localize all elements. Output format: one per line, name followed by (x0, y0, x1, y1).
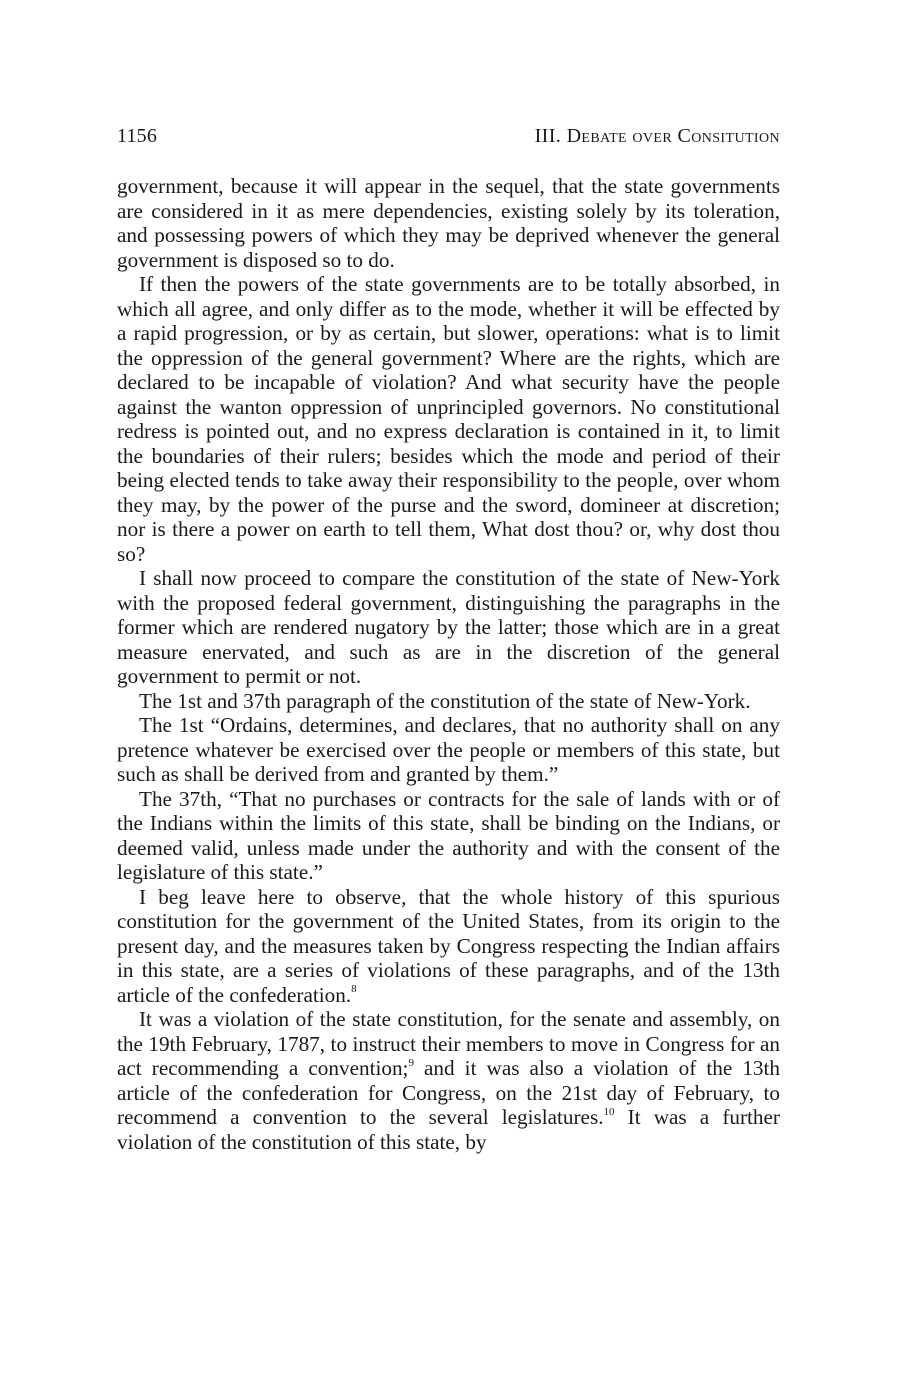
paragraph-text: I beg leave here to observe, that the whole history of this spurious constitution for the government of the United States, from its origin to the present day, and the measures taken by Congress respecting the Indian affairs in this state, are a series of violations of these paragraphs, and of the 13th article of the confederation. (117, 884, 780, 1007)
paragraph-text: I shall now proceed to compare the constitution of the state of New-York with the proposed federal government, distinguishing the paragraphs in the former which are rendered nugatory by the latter; those which are in a great measure enervated, and such as are in the discretion of the general government to permit or not. (117, 566, 780, 688)
paragraph-text: and it was also a violation of the 13th article of the confederation for Congress, on the 21st day of February, to recommend a convention to the several legislatures. (117, 1056, 780, 1129)
paragraph (117, 885, 780, 1008)
paragraph-text: It was a violation of the state constitution, for the senate and assembly, on the 19th February, 1787, to instruct their members to move in Congress for an act recommending a convention; (117, 1007, 780, 1080)
body-text (117, 174, 780, 1154)
paragraph (117, 1007, 780, 1154)
paragraph (117, 787, 780, 885)
paragraph-text: The 1st “Ordains, determines, and declares, that no authority shall on any pretence whatever be exercised over the people or members of this state, but such as shall be derived from and granted by them.” (117, 713, 780, 786)
paragraph-text: It was a further violation of the constitution of this state, by (117, 1105, 780, 1154)
paragraph (117, 689, 780, 714)
paragraph (117, 174, 780, 272)
paragraph (117, 272, 780, 566)
paragraph (117, 713, 780, 787)
paragraph-text: If then the powers of the state governments are to be totally absorbed, in which all agree, and only differ as to the mode, whether it will be effected by a rapid progression, or by as certain, but slower, operations: what is to limit the oppression of the general government? Where are the rights, which are declared to be incapable of violation? And what security have the people against the wanton oppression of unprincipled governors. No constitutional redress is pointed out, and no express declaration is contained in it, to limit the boundaries of their rulers; besides which the mode and period of their being elected tends to take away their responsibility to the people, over whom they may, by the power of the purse and the sword, domineer at discretion; nor is there a power on earth to tell them, What dost thou? or, why dost thou so? (117, 272, 780, 566)
running-title: III. Debate over Consitution (534, 125, 780, 147)
footnote-marker[interactable]: 8 (351, 983, 357, 996)
paragraph-text: government, because it will appear in the sequel, that the state governments are considered in it as mere dependencies, existing solely by its toleration, and possessing powers of which they may be deprived whenever the general government is disposed so to do. (117, 174, 780, 272)
document-page (117, 124, 780, 1154)
paragraph-text: The 37th, “That no purchases or contracts for the sale of lands with or of the Indians within the limits of this state, shall be binding on the Indians, or deemed valid, unless made under the authority and with the consent of the legislature of this state.” (117, 786, 780, 884)
footnote-marker[interactable]: 9 (408, 1056, 414, 1069)
paragraph (117, 566, 780, 689)
paragraph-text: The 1st and 37th paragraph of the constitution of the state of New-York. (139, 688, 751, 713)
footnote-marker[interactable]: 10 (603, 1105, 615, 1118)
page-number: 1156 (117, 125, 158, 147)
running-head (117, 124, 780, 148)
